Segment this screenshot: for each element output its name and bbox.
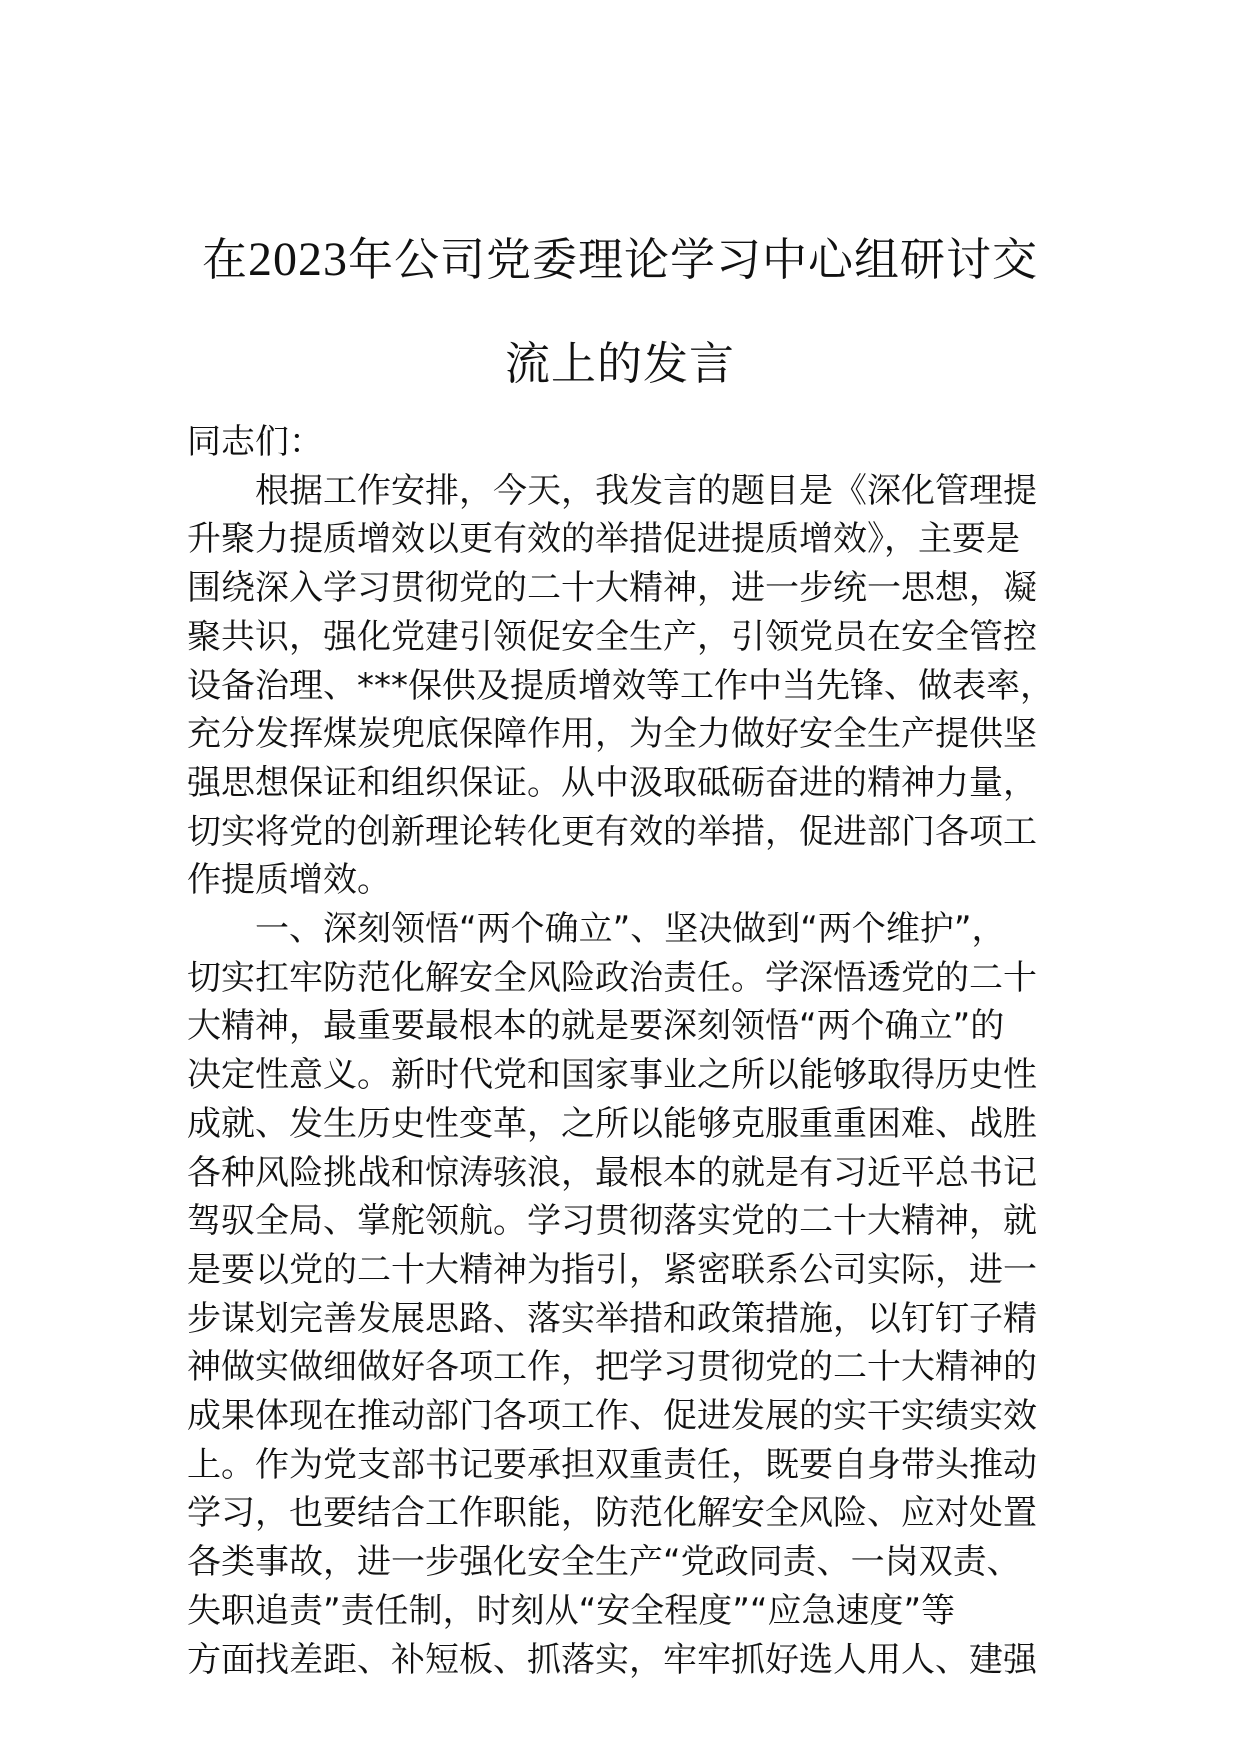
paragraph-line: 大精神，最重要最根本的就是要深刻领悟“两个确立”的: [187, 1006, 1005, 1047]
paragraph-line: 强思想保证和组织保证。从中汲取砥砺奋进的精神力量，: [187, 762, 1037, 803]
paragraph-line: 聚共识，强化党建引领促安全生产，引领党员在安全管控: [187, 616, 1037, 657]
paragraph-line: 方面找差距、补短板、抓落实，牢牢抓好选人用人、建强: [187, 1639, 1037, 1680]
paragraph-line: 步谋划完善发展思路、落实举措和政策措施，以钉钉子精: [187, 1298, 1037, 1339]
title-line-1: [190, 208, 1050, 312]
paragraph-line: 成果体现在推动部门各项工作、促进发展的实干实绩实效: [187, 1396, 1037, 1437]
paragraph-line: 各种风险挑战和惊涛骇浪，最根本的就是有习近平总书记: [187, 1152, 1037, 1193]
paragraph-line: 决定性意义。新时代党和国家事业之所以能够取得历史性: [187, 1055, 1037, 1096]
paragraph-line: 切实扛牢防范化解安全风险政治责任。学深悟透党的二十: [187, 957, 1037, 998]
paragraph-line: 各类事故，进一步强化安全生产“党政同责、一岗双责、: [187, 1542, 1021, 1583]
paragraph-line: 围绕深入学习贯彻党的二十大精神，进一步统一思想，凝: [187, 568, 1037, 609]
title-suffix: 年公司党委理论学习中心组研讨交: [348, 233, 1039, 286]
title-prefix: 在: [201, 233, 248, 286]
paragraph-line: 神做实做细做好各项工作，把学习贯彻党的二十大精神的: [187, 1347, 1037, 1388]
paragraph-line: 失职追责”责任制，时刻从“安全程度”“应急速度”等: [187, 1590, 956, 1631]
title-year: 2023: [248, 233, 348, 286]
paragraph-line: 设备治理、***保供及提质增效等工作中当先锋、做表率，: [187, 665, 1054, 706]
paragraph-line: 是要以党的二十大精神为指引，紧密联系公司实际，进一: [187, 1249, 1037, 1290]
paragraph-line: 成就、发生历史性变革，之所以能够克服重重困难、战胜: [187, 1103, 1037, 1144]
document-body: [187, 418, 1057, 1684]
title-line-2: 流上的发言: [504, 337, 735, 390]
paragraph-line: 作提质增效。: [187, 860, 391, 901]
paragraph-line: 升聚力提质增效以更有效的举措促进提质增效》，主要是: [187, 519, 1020, 560]
salutation: 同志们：: [187, 422, 323, 462]
paragraph-line: 上。作为党支部书记要承担双重责任，既要自身带头推动: [187, 1444, 1037, 1485]
paragraph-line: 学习，也要结合工作职能，防范化解安全风险、应对处置: [187, 1493, 1037, 1534]
paragraph-list: [187, 467, 1057, 1685]
paragraph-line: 根据工作安排，今天，我发言的题目是《深化管理提: [255, 470, 1037, 511]
document-title: [190, 208, 1050, 416]
paragraph-line: 切实将党的创新理论转化更有效的举措，促进部门各项工: [187, 811, 1037, 852]
paragraph-line: 充分发挥煤炭兜底保障作用，为全力做好安全生产提供坚: [187, 714, 1037, 755]
body-paragraph: [187, 467, 1057, 905]
body-paragraph: [187, 905, 1057, 1684]
paragraph-line: 驾驭全局、掌舵领航。学习贯彻落实党的二十大精神，就: [187, 1201, 1037, 1242]
paragraph-line: 一、深刻领悟“两个确立”、坚决做到“两个维护”，: [255, 909, 1006, 950]
